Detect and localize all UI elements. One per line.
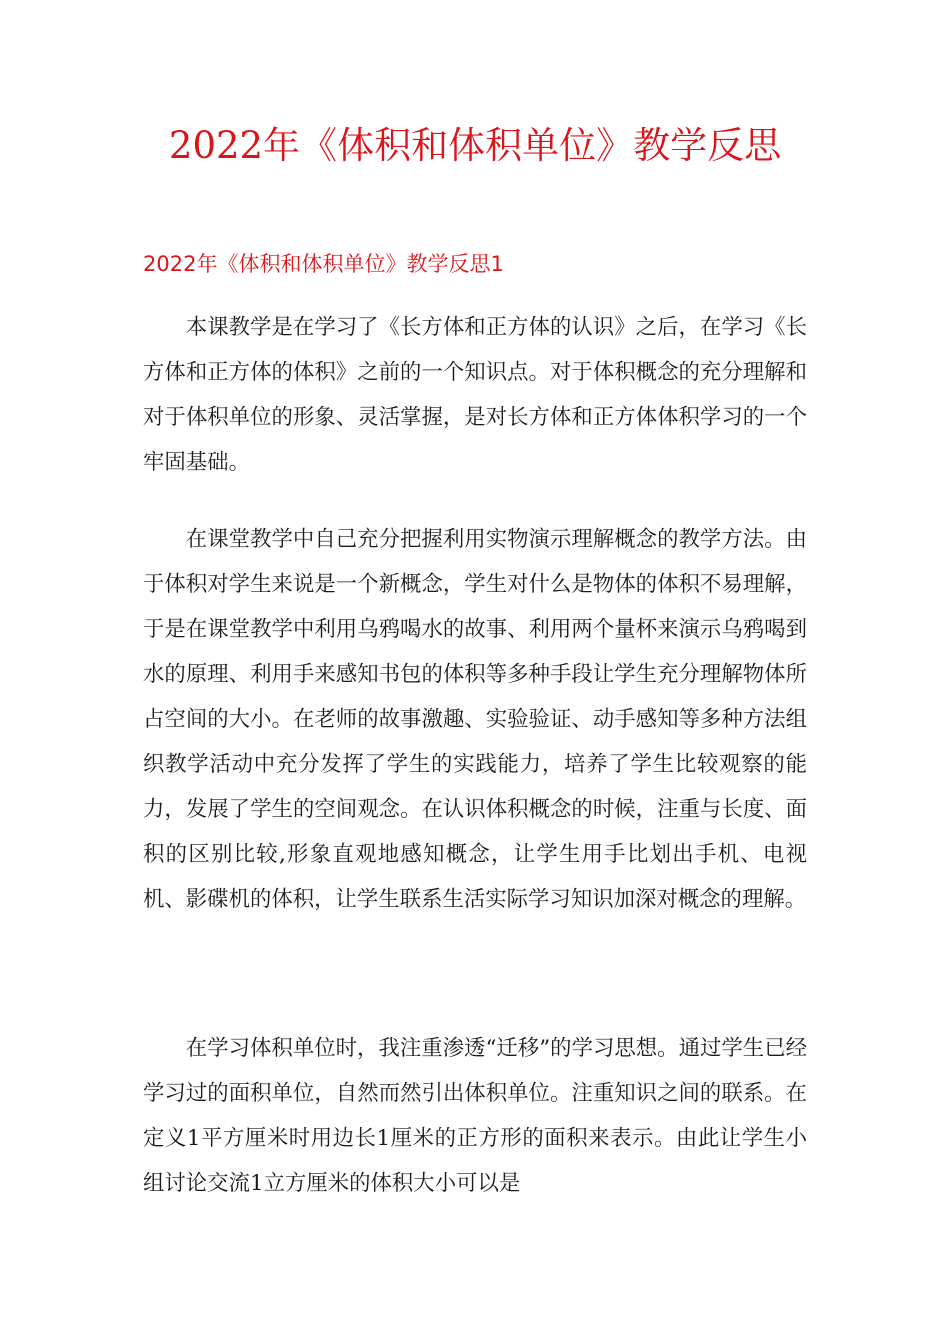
document-title: 2022年《体积和体积单位》教学反思: [168, 124, 782, 167]
body-paragraph-2: 在课堂教学中自己充分把握利用实物演示理解概念的教学方法。由于体积对学生来说是一个新概念，学生对什么是物体的体积不易理解，于是在课堂教学中利用乌鸦喝水的故事、利用两个量杯来演示乌鸦喝到水的原理、利用手来感知书包的体积等多种手段让学生充分理解物体所占空间的大小。在老师的故事激趣、实验验证、动手感知等多种方法组织教学活动中充分发挥了学生的实践能力，培养了学生比较观察的能力，发展了学生的空间观念。在认识体积概念的时候，注重与长度、面积的区别比较,形象直观地感知概念，让学生用手比划出手机、电视机、影碟机的体积，让学生联系生活实际学习知识加深对概念的理解。: [143, 527, 807, 912]
body-paragraph-1: 本课教学是在学习了《长方体和正方体的认识》之后，在学习《长方体和正方体的体积》之前的一个知识点。对于体积概念的充分理解和对于体积单位的形象、灵活掌握，是对长方体和正方体体积学习的一个牢固基础。: [143, 315, 807, 475]
body-paragraph-3: 在学习体积单位时，我注重渗透“迁移”的学习思想。通过学生已经学习过的面积单位，自然而然引出体积单位。注重知识之间的联系。在定义1平方厘米时用边长1厘米的正方形的面积来表示。由此让学生小组讨论交流1立方厘米的体积大小可以是: [143, 1036, 807, 1196]
section-heading: 2022年《体积和体积单位》教学反思1: [143, 252, 504, 276]
